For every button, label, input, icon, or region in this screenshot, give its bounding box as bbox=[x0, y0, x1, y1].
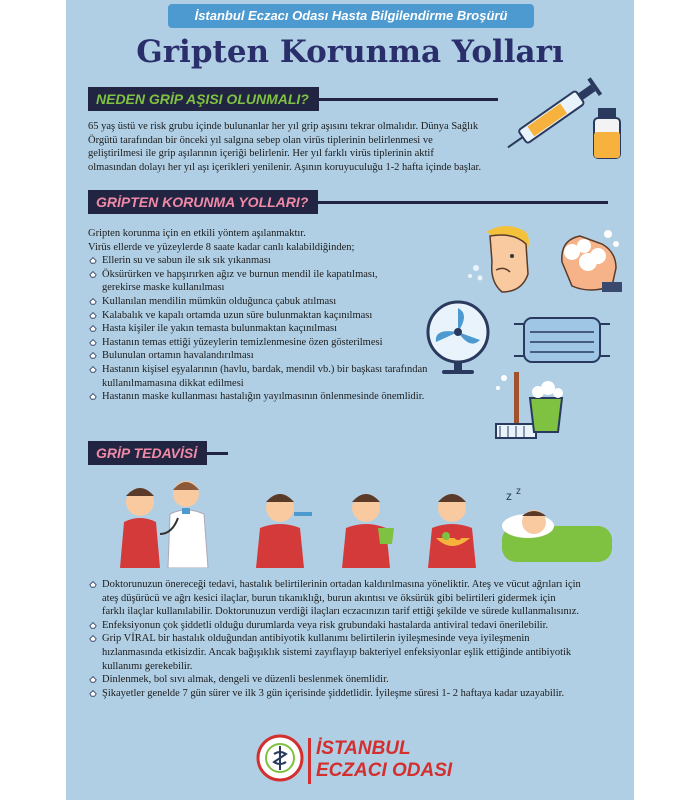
heading-rule bbox=[319, 98, 498, 101]
heading-rule bbox=[207, 452, 228, 455]
hand-pointing-icon bbox=[89, 621, 97, 629]
hand-pointing-icon bbox=[89, 324, 97, 332]
list-item bbox=[88, 632, 618, 673]
sleeping-person-icon bbox=[494, 486, 618, 568]
list-item bbox=[88, 578, 618, 619]
hand-pointing-icon bbox=[89, 351, 97, 359]
section-heading-treatment: GRİP TEDAVİSİ bbox=[88, 441, 207, 465]
logo-text bbox=[316, 738, 452, 782]
paragraph-line: 65 yaş üstü ve risk grubu içinde bulunanlar her yıl grip aşısını tekrar olmalıdır. Dünya Sağlık bbox=[88, 121, 479, 132]
paragraph-line: olmasından dolayı her yıl aşı içerikleri yenilenir. Aşının koruyuculuğu 1-2 hafta içinde başlar. bbox=[88, 161, 482, 173]
list-item bbox=[88, 268, 488, 295]
list-item-line: Öksürürken ve hapşırırken ağız ve burnun mendil ile kapatılması, bbox=[102, 268, 378, 280]
top-banner: İstanbul Eczacı Odası Hasta Bilgilendirme Broşürü bbox=[168, 4, 534, 28]
section-banner-prevention bbox=[88, 190, 608, 214]
list-item-line: Bulunulan ortamın havalandırılması bbox=[102, 350, 254, 362]
list-item-line: Ellerin su ve sabun ile sık sık yıkanması bbox=[102, 255, 271, 267]
sneezing-person-icon bbox=[466, 222, 546, 296]
heading-rule bbox=[318, 201, 608, 204]
list-item-line: Grip VİRAL bir hastalık olduğundan antibiyotik kullanımı belirtilerin iyileşmesinde veya iyileşmenin bbox=[102, 633, 530, 645]
list-item-line: ateş düşürücü ve ağrı kesici ilaçlar, burun tıkanıklığı, burun akıntısı ve öksürük gibi belirtileri gidermek için bbox=[102, 592, 556, 604]
list-item-line: Dinlenmek, bol sıvı almak, dengeli ve düzenli beslenmek önemlidir. bbox=[102, 674, 389, 686]
list-item bbox=[88, 390, 488, 404]
logo-line-2: ECZACI ODASI bbox=[316, 760, 453, 781]
hand-pointing-icon bbox=[89, 311, 97, 319]
fan-icon bbox=[420, 298, 500, 376]
face-mask-icon bbox=[510, 314, 614, 366]
treatment-list-block bbox=[88, 578, 618, 700]
hand-pointing-icon bbox=[89, 675, 97, 683]
page-title: Gripten Korunma Yolları bbox=[136, 34, 564, 70]
list-item-line: Şikayetler genelde 7 gün sürer ve ilk 3 gün içerisinde şiddetlidir. İyileşme süresi 1- 2 haftaya kadar uzayabilir. bbox=[102, 687, 565, 699]
hand-pointing-icon bbox=[89, 634, 97, 642]
section-banner-treatment bbox=[88, 441, 228, 465]
hand-pointing-icon bbox=[89, 580, 97, 588]
hand-pointing-icon bbox=[89, 256, 97, 264]
brochure-poster bbox=[66, 0, 634, 800]
treatment-bullets bbox=[88, 578, 618, 700]
cleaning-bucket-icon bbox=[490, 368, 570, 444]
hand-pointing-icon bbox=[89, 297, 97, 305]
sick-person-medicine-icon bbox=[250, 482, 320, 568]
list-item bbox=[88, 687, 618, 701]
doctor-patient-icon bbox=[116, 474, 216, 568]
logo-line-1: İSTANBUL bbox=[316, 738, 411, 759]
svg-text:z: z bbox=[516, 486, 521, 497]
list-item-line: kullanımı gerekebilir. bbox=[102, 660, 193, 672]
vaccine-paragraph bbox=[88, 120, 558, 174]
paragraph-line: Örgütü tarafından bir önceki yıl salgına sebep olan virüs tiplerinin belirlenmesi ve bbox=[88, 134, 433, 146]
hand-pointing-icon bbox=[89, 365, 97, 373]
istanbul-eczaci-odasi-logo bbox=[256, 732, 456, 792]
list-item bbox=[88, 254, 488, 268]
paragraph-line: geliştirilmesi ile grip aşılarının içeriği belirlenir. Her yıl farklı virüs tiplerinin aktif bbox=[88, 148, 434, 160]
hand-pointing-icon bbox=[89, 270, 97, 278]
list-item-line: Hastanın maske kullanması hastalığın yayılmasının önlenmesinde önemlidir. bbox=[102, 391, 425, 403]
list-item-line: Hastanın temas ettiği yüzeylerin temizlenmesine özen gösterilmesi bbox=[102, 336, 383, 348]
list-item-line: Kalabalık ve kapalı ortamda uzun süre bulunmaktan kaçınılması bbox=[102, 309, 373, 321]
prevention-intro: Virüs ellerde ve yüzeylerde 8 saate kadar canlı kalabildiğinden; bbox=[88, 241, 355, 253]
list-item-line: Doktorunuzun önereceği tedavi, hastalık belirtilerinin ortadan kaldırılmasına yöneliktir. Ateş ve vücut ağrıları için bbox=[102, 579, 581, 590]
list-item-line: Kullanılan mendilin mümkün olduğunca çabuk atılması bbox=[102, 295, 337, 307]
list-item bbox=[88, 673, 618, 687]
hand-pointing-icon bbox=[89, 338, 97, 346]
handwash-icon bbox=[550, 222, 630, 296]
section-banner-vaccine bbox=[88, 87, 498, 111]
hand-pointing-icon bbox=[89, 392, 97, 400]
chamber-seal-icon bbox=[256, 734, 304, 782]
list-item-line: Hastanın kişisel eşyalarının (havlu, bardak, mendil vb.) bir başkası tarafından bbox=[102, 363, 428, 375]
list-item-line: kullanılmamasına dikkat edilmesi bbox=[102, 377, 244, 389]
list-item-line: Hasta kişiler ile yakın temasta bulunmaktan kaçınılması bbox=[102, 323, 338, 335]
sick-person-eating-icon bbox=[422, 482, 492, 568]
logo-divider bbox=[308, 738, 311, 784]
list-item-line: Enfeksiyonun çok şiddetli olduğu durumlarda veya risk grubundaki hastalarda antiviral tedavi önerilebilir. bbox=[102, 619, 549, 631]
section-heading-prevention: GRİPTEN KORUNMA YOLLARI? bbox=[88, 190, 318, 214]
hand-pointing-icon bbox=[89, 689, 97, 697]
sick-person-drinking-icon bbox=[336, 482, 406, 568]
list-item-line: gerekirse maske kullanılması bbox=[102, 282, 225, 294]
list-item bbox=[88, 619, 618, 633]
prevention-intro: Gripten korunma için en etkili yöntem aşılanmaktır. bbox=[88, 228, 306, 239]
list-item-line: farklı ilaçlar kullanılabilir. Doktorunuzun verdiği ilaçları eczacınızın tarif ettiği şekilde ve sürede kullanmalısınız. bbox=[102, 606, 579, 618]
list-item-line: hızlanmasında etkisizdir. Ancak bağışıklık sistemi zayıflayıp bakteriyel enfeksiyonlar eşlik ettiğinde antibiyotik bbox=[102, 646, 572, 658]
svg-text:z: z bbox=[506, 489, 512, 503]
section-heading-vaccine: NEDEN GRİP AŞISI OLUNMALI? bbox=[88, 87, 319, 111]
